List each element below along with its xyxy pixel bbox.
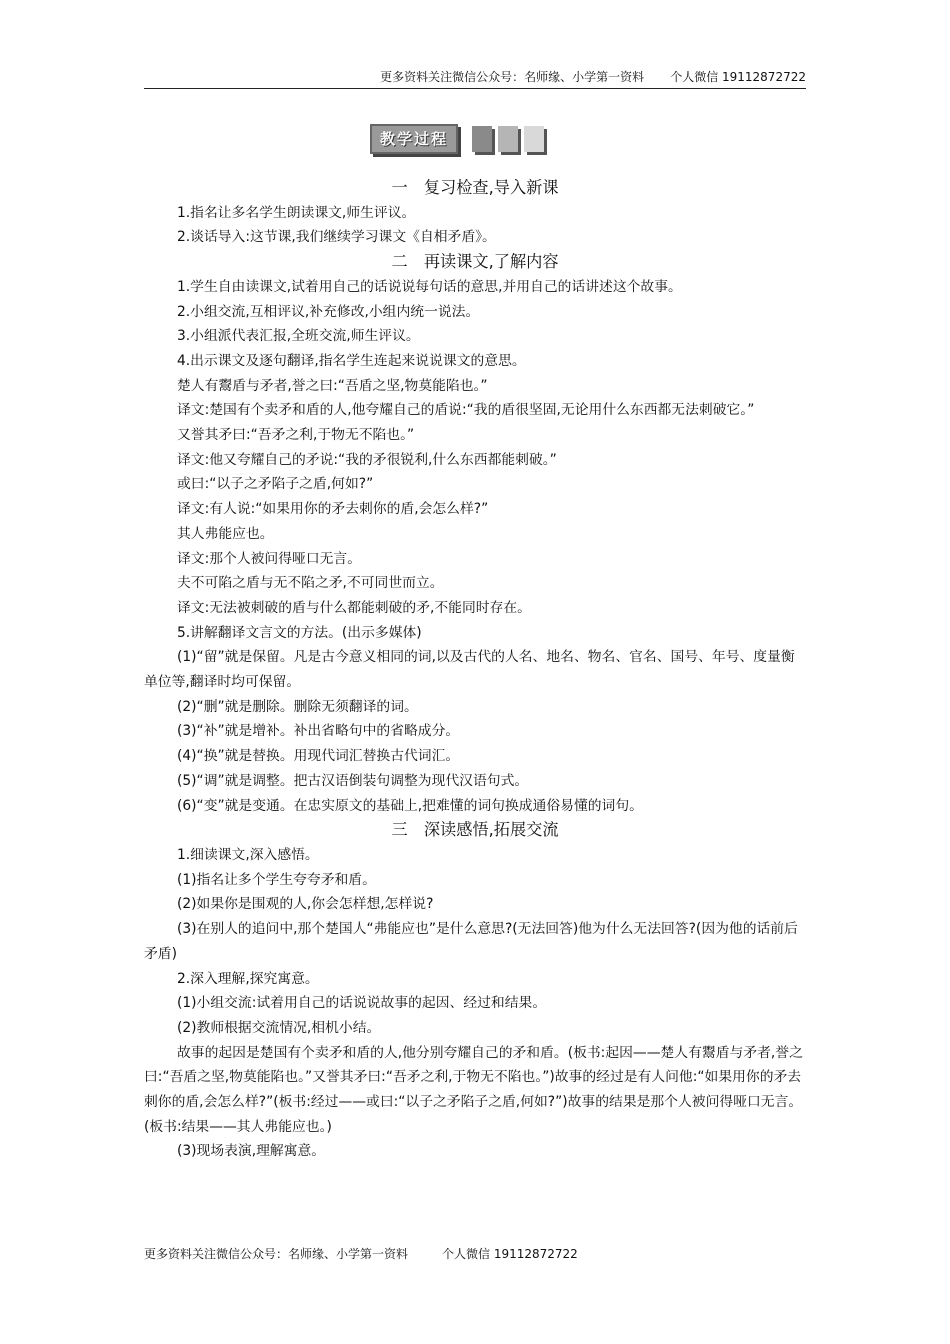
paragraph: (1)小组交流:试着用自己的话说说故事的起因、经过和结果。 <box>177 995 547 1012</box>
paragraph: 楚人有鬻盾与矛者,誉之曰:“吾盾之坚,物莫能陷也。” <box>177 377 488 394</box>
paragraph: 译文:楚国有个卖矛和盾的人,他夸耀自己的盾说:“我的盾很坚固,无论用什么东西都无法刺破它。” <box>177 402 755 419</box>
paragraph: (3)现场表演,理解寓意。 <box>177 1143 326 1160</box>
paragraph: 故事的起因是楚国有个卖矛和盾的人,他分别夸耀自己的矛和盾。(板书:起因——楚人有鬻盾与矛者,誉之曰:“吾盾之坚,物莫能陷也。”又誉其矛曰:“吾矛之利,于物无不陷也。”)故事的经过是有人问他:“如果用你的矛去刺你的盾,会怎么样?”(板书:经过——或曰:“以子之矛陷子之盾,何如?”)故事的结果是那个人被问得哑口无言。(板书:结果——其人弗能应也。) <box>144 1044 803 1135</box>
paragraph: (5)“调”就是调整。把古汉语倒装句调整为现代汉语句式。 <box>177 772 529 789</box>
paragraph: 译文:无法被刺破的盾与什么都能刺破的矛,不能同时存在。 <box>177 599 531 616</box>
paragraph: 夫不可陷之盾与无不陷之矛,不可同世而立。 <box>177 575 444 592</box>
paragraph: 2.谈话导入:这节课,我们继续学习课文《自相矛盾》。 <box>177 229 496 246</box>
paragraph: 又誉其矛曰:“吾矛之利,于物无不陷也。” <box>177 427 415 444</box>
banner-decor-square <box>472 126 492 152</box>
paragraph: (2)教师根据交流情况,相机小结。 <box>177 1019 381 1036</box>
paragraph: 译文:那个人被问得哑口无言。 <box>177 550 362 567</box>
paragraph: 2.深入理解,探究寓意。 <box>177 970 319 987</box>
paragraph: (3)在别人的追问中,那个楚国人“弗能应也”是什么意思?(无法回答)他为什么无法回答?(因为他的话前后矛盾) <box>144 921 798 962</box>
paragraph: 2.小组交流,互相评议,补充修改,小组内统一说法。 <box>177 303 480 320</box>
section-heading: 三 深读感悟,拓展交流 <box>391 820 559 840</box>
banner-title: 教学过程 <box>370 124 458 154</box>
paragraph: 4.出示课文及逐句翻译,指名学生连起来说说课文的意思。 <box>177 352 526 369</box>
header-wechat-public-account: 更多资料关注微信公众号：名师缘、小学第一资料 <box>380 70 645 84</box>
paragraph: 1.指名让多名学生朗读课文,师生评议。 <box>177 204 416 221</box>
paragraph: (1)“留”就是保留。凡是古今意义相同的词,以及古代的人名、地名、物名、官名、国号、年号、度量衡单位等,翻译时均可保留。 <box>144 649 795 691</box>
footer-wechat-public-account: 更多资料关注微信公众号：名师缘、小学第一资料 <box>144 1247 409 1261</box>
page-footer <box>144 1244 578 1264</box>
banner-decor-square <box>498 126 518 152</box>
paragraph: 3.小组派代表汇报,全班交流,师生评议。 <box>177 328 420 345</box>
paragraph: 译文:他又夸耀自己的矛说:“我的矛很锐利,什么东西都能刺破。” <box>177 451 557 468</box>
paragraph: (6)“变”就是变通。在忠实原文的基础上,把难懂的词句换成通俗易懂的词句。 <box>177 797 643 814</box>
footer-personal-wechat: 个人微信 19112872722 <box>442 1247 578 1261</box>
section-banner <box>370 124 544 154</box>
page-header <box>144 66 806 89</box>
paragraph: 译文:有人说:“如果用你的矛去刺你的盾,会怎么样?” <box>177 501 489 518</box>
paragraph: 其人弗能应也。 <box>177 525 274 542</box>
paragraph: 1.细读课文,深入感悟。 <box>177 846 319 863</box>
paragraph: (4)“换”就是替换。用现代词汇替换古代词汇。 <box>177 748 460 765</box>
section-heading: 二 再读课文,了解内容 <box>391 252 559 272</box>
paragraph: (1)指名让多个学生夸夸矛和盾。 <box>177 871 376 888</box>
paragraph: (3)“补”就是增补。补出省略句中的省略成分。 <box>177 723 460 740</box>
paragraph: (2)如果你是围观的人,你会怎样想,怎样说? <box>177 896 434 913</box>
paragraph: 1.学生自由读课文,试着用自己的话说说每句话的意思,并用自己的话讲述这个故事。 <box>177 278 682 295</box>
paragraph: 或曰:“以子之矛陷子之盾,何如?” <box>177 476 374 493</box>
document-body <box>144 176 806 1164</box>
header-personal-wechat: 个人微信 19112872722 <box>670 70 806 84</box>
banner-decor-square <box>524 126 544 152</box>
paragraph: (2)“删”就是删除。删除无须翻译的词。 <box>177 698 418 715</box>
section-heading: 一 复习检查,导入新课 <box>391 178 559 197</box>
paragraph: 5.讲解翻译文言文的方法。(出示多媒体) <box>177 624 422 641</box>
